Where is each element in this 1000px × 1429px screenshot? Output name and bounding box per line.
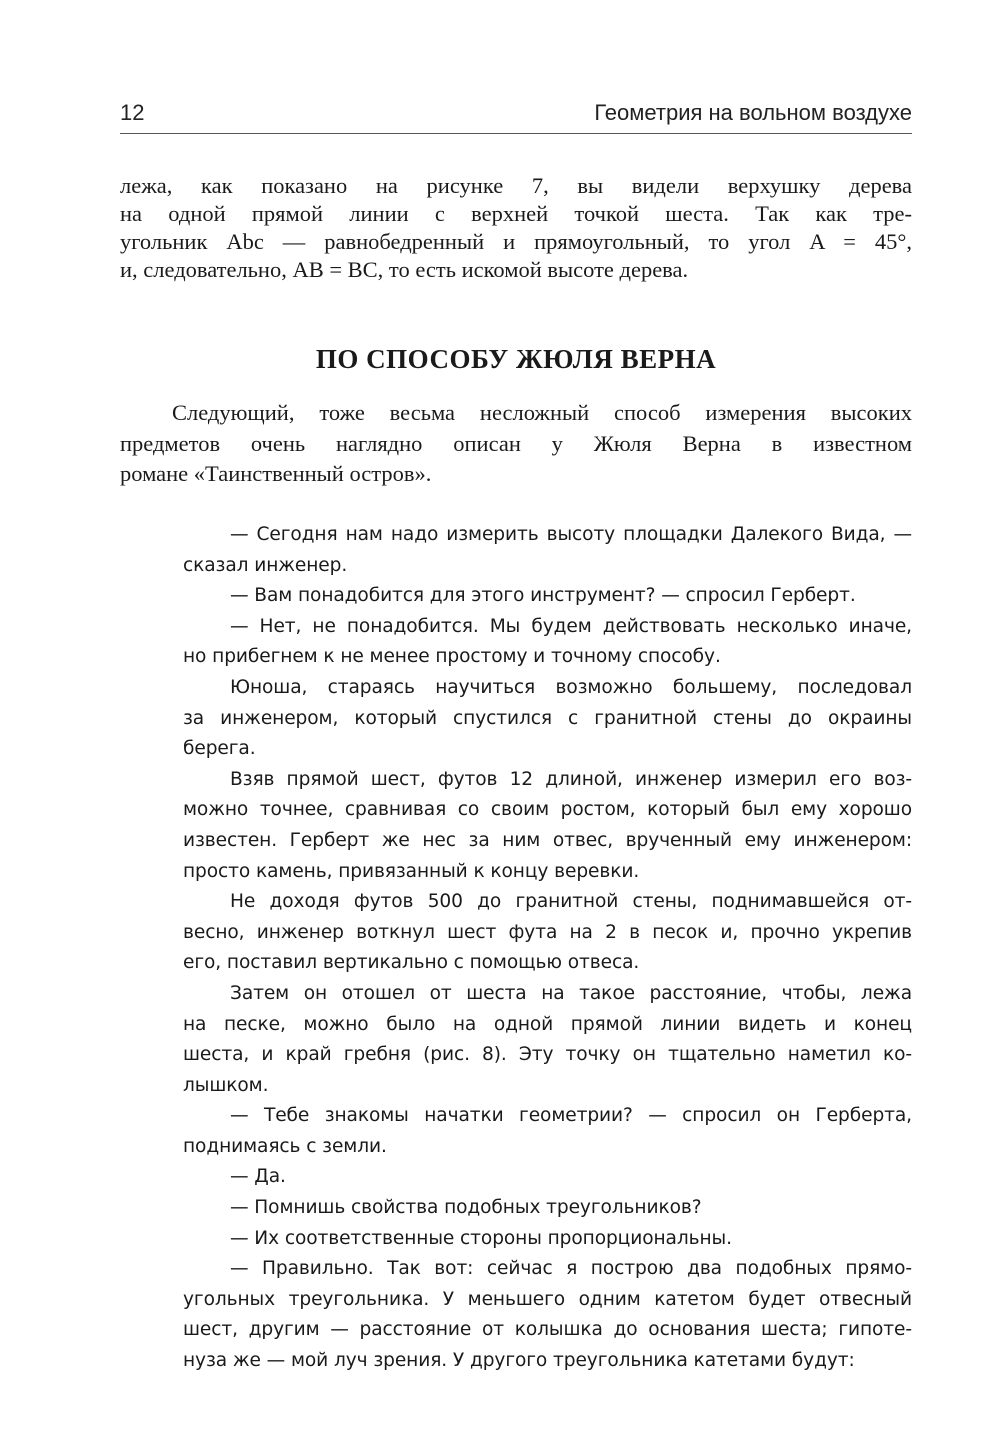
running-title: Геометрия на вольном воздухе <box>594 100 912 125</box>
text-line: весно, инженер воткнул шест фута на 2 в песок и, прочно укрепив <box>183 921 912 943</box>
page-number: 12 <box>120 100 145 125</box>
text-line: романе «Таинственный остров». <box>120 461 432 486</box>
text-line: — Правильно. Так вот: сейчас я построю два подобных прямо- <box>230 1258 912 1280</box>
text-line: лежа, как показано на рисунке 7, вы видели верхушку дерева <box>120 173 912 198</box>
header-rule <box>120 133 912 134</box>
intro-paragraph <box>120 172 912 284</box>
text-line: — Тебе знакомы начатки геометрии? — спросил он Герберта, <box>230 1105 912 1127</box>
text-line: — Нет, не понадобится. Мы будем действовать несколько иначе, <box>230 615 912 637</box>
section-heading: ПО СПОСОБУ ЖЮЛЯ ВЕРНА <box>315 344 717 374</box>
text-line: берега. <box>183 738 256 760</box>
text-line: шест, другим — расстояние от колышка до основания шеста; гипоте- <box>183 1319 912 1341</box>
text-line: но прибегнем к не менее простому и точному способу. <box>183 646 721 668</box>
text-line: его, поставил вертикально с помощью отвеса. <box>183 952 640 974</box>
text-line: Следующий, тоже весьма несложный способ измерения высоких <box>172 400 912 425</box>
text-line: предметов очень наглядно описан у Жюля Верна в известном <box>120 430 912 456</box>
text-line: за инженером, который спустился с гранитной стены до окраины <box>183 707 912 729</box>
text-line: нуза же — мой луч зрения. У другого треугольника катетами будут: <box>183 1350 855 1372</box>
text-line: — Помнишь свойства подобных треугольников? <box>230 1197 702 1219</box>
text-line: угольных треугольника. У меньшего одним катетом будет отвесный <box>183 1288 912 1310</box>
text-line: шеста, и край гребня (рис. 8). Эту точку он тщательно наметил ко- <box>183 1044 912 1066</box>
body-paragraph <box>120 398 912 490</box>
text-line: Затем он отошел от шеста на такое расстояние, чтобы, лежа <box>230 982 912 1004</box>
text-line: угольник Abc — равнобедренный и прямоугольный, то угол A = 45°, <box>120 229 912 254</box>
text-line: Не доходя футов 500 до гранитной стены, поднимавшейся от- <box>230 891 912 913</box>
text-line: и, следовательно, AB = BC, то есть искомой высоте дерева. <box>120 257 689 282</box>
text-line: известен. Герберт же нес за ним отвес, врученный ему инженером: <box>183 829 912 851</box>
text-line: поднимаясь с земли. <box>183 1135 387 1157</box>
text-line: сказал инженер. <box>183 554 348 576</box>
text-line: на песке, можно было на одной прямой линии видеть и конец <box>183 1013 912 1035</box>
text-line: — Вам понадобится для этого инструмент? — спросил Герберт. <box>230 585 856 607</box>
text-line: — Да. <box>230 1166 286 1188</box>
text-line: лышком. <box>183 1074 269 1096</box>
text-line: Взяв прямой шест, футов 12 длиной, инженер измерил его воз- <box>230 768 912 790</box>
text-line: — Их соответственные стороны пропорциональны. <box>230 1227 732 1249</box>
quoted-passage <box>183 520 912 1377</box>
text-line: Юноша, стараясь научиться возможно большему, последовал <box>230 676 912 698</box>
text-line: — Сегодня нам надо измерить высоту площадки Далекого Вида, — <box>230 524 912 545</box>
text-line: на одной прямой линии с верхней точкой шеста. Так как тре- <box>120 201 912 226</box>
text-line: можно точнее, сравнивая со своим ростом, который был ему хорошо <box>183 799 912 821</box>
text-line: просто камень, привязанный к концу веревки. <box>183 860 640 882</box>
